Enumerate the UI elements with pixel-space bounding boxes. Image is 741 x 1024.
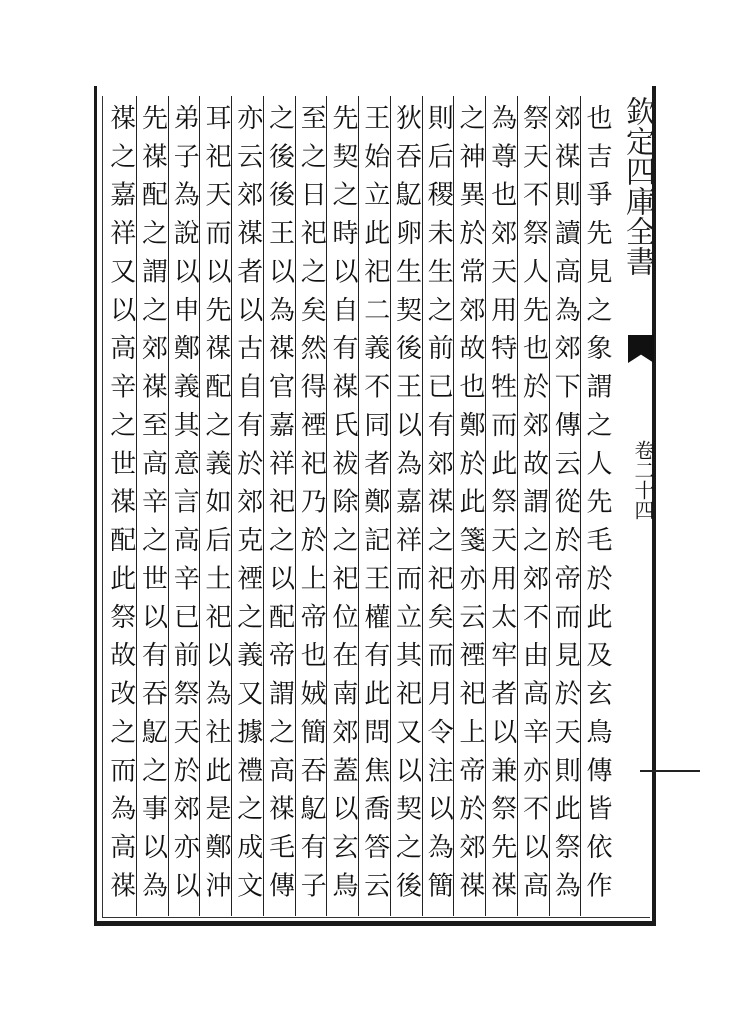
text-column: 則后稷未生之前已有郊禖之祀矣而月令注以為簡 <box>423 104 454 910</box>
edge-tick <box>640 770 700 772</box>
text-column: 先禖配之謂之郊禖至高辛之世以有吞鳦之事以為 <box>137 104 168 910</box>
banxin-volume-number: 卷二十四 <box>631 440 655 520</box>
text-column: 弟子為說以申鄭義其意言高辛已前祭天於郊亦以 <box>169 104 200 910</box>
text-column: 至之日祀之矣然得禋祀乃於上帝也娀簡吞鳦有子 <box>296 104 327 910</box>
text-column: 亦云郊禖者以古自有於郊克禋之義又據禮之成文 <box>232 104 263 910</box>
text-column: 狄吞鳦卵生契後王以為嘉祥而立其祀又以契之後 <box>391 104 422 910</box>
text-column: 之後後王以為禖官嘉祥祀之以配帝謂之高禖毛傳 <box>264 104 295 910</box>
text-column: 耳祀天而以先禖配之義如后土祀以為社此是鄭沖 <box>201 104 231 910</box>
text-column: 也吉爭先見之象謂之人先毛於此及玄鳥傳皆依作 <box>582 104 612 910</box>
text-column: 禖之嘉祥又以高辛之世禖配此祭故改之而為高禖 <box>105 104 136 910</box>
banxin-book-title: 欽定四庫全書 <box>620 96 655 276</box>
text-column: 郊禖則讀高為郊下傳云從於帝而見於天則此祭為 <box>550 104 581 910</box>
text-column: 王始立此祀二義不同者鄭記王權有此問焦喬答云 <box>359 104 390 910</box>
text-column: 之神異於常郊故也鄭於此箋亦云禋祀上帝於郊禖 <box>455 104 485 910</box>
text-column: 先契之時以自有禖氏祓除之祀位在南郊蓋以玄鳥 <box>328 104 358 910</box>
text-column: 為尊也郊天用特牲而此祭天用太牢者以兼祭先禖 <box>486 104 517 910</box>
text-column: 祭天不祭人先也於郊故謂之郊不由高辛亦不以高 <box>518 104 549 910</box>
